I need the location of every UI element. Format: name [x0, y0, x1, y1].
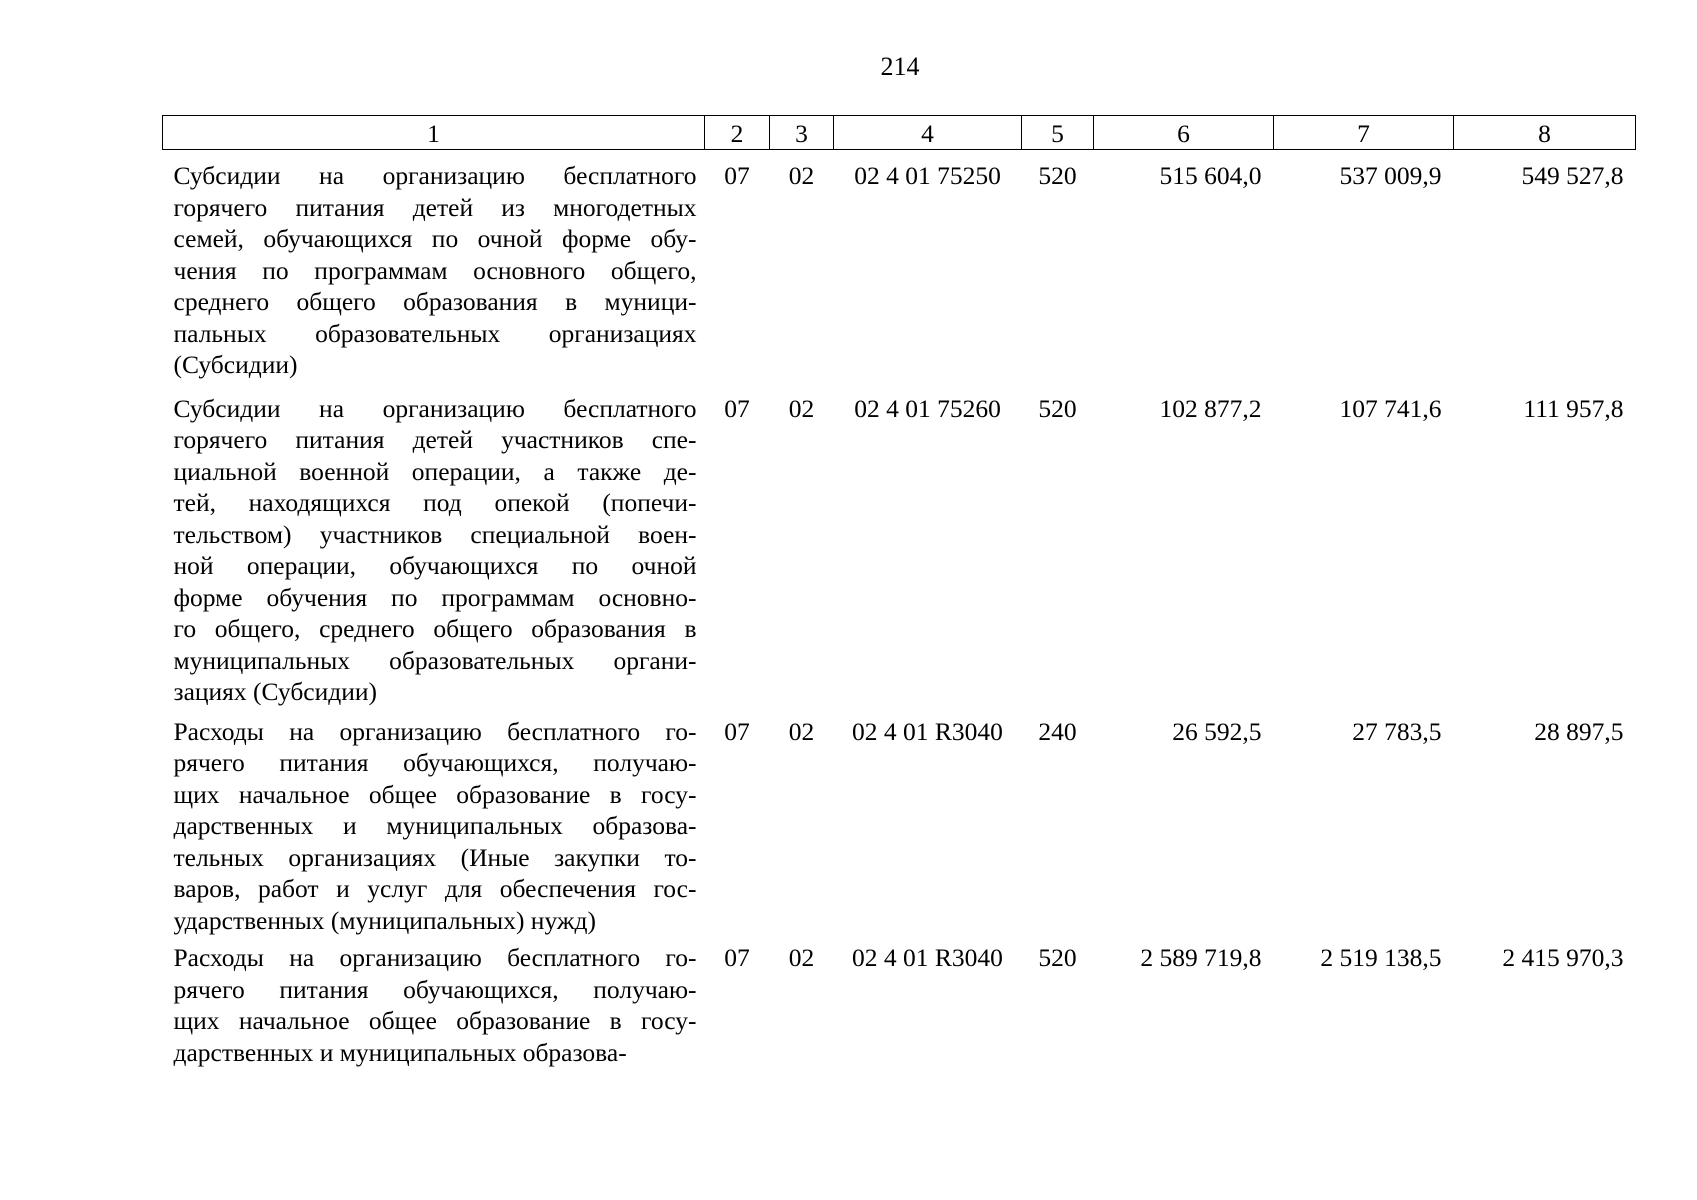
- amount-year-3: 2 415 970,3: [1502, 943, 1624, 972]
- amount-year-3: 111 957,8: [1523, 393, 1624, 423]
- description-line: горячего питания детей участников спе-: [173, 425, 697, 454]
- target-article-code: 02 4 01 75250: [854, 161, 1001, 190]
- description-line: Расходы на организацию бесплатного го-: [173, 943, 697, 972]
- table-row: [163, 708, 1636, 937]
- target-article-code: 02 4 01 R3040: [852, 716, 1003, 746]
- description-line: тельством) участников специальной воен-: [173, 519, 697, 549]
- column-header-4: 4: [834, 116, 1022, 150]
- description-line: муниципальных образовательных органи-: [173, 645, 697, 675]
- column-header-5: 5: [1022, 116, 1094, 150]
- description-line: (Субсидии): [173, 350, 298, 379]
- amount-year-1: 2 589 719,8: [1140, 943, 1262, 972]
- description-line: пальных образовательных организациях: [173, 318, 697, 348]
- target-article-code: 02 4 01 75260: [854, 393, 1001, 423]
- amount-year-2: 2 519 138,5: [1320, 943, 1442, 972]
- column-header-8: 8: [1454, 116, 1636, 150]
- amount-year-2: 107 741,6: [1339, 393, 1442, 423]
- column-header-3: 3: [770, 116, 834, 150]
- description-line: го общего, среднего общего образования в: [173, 614, 697, 643]
- expense-type-code: 520: [1038, 161, 1077, 190]
- description-line: тей, находящихся под опекой (попечи-: [173, 488, 697, 517]
- description-line: среднего общего образования в муници-: [173, 287, 697, 316]
- expense-type-code: 520: [1038, 393, 1077, 423]
- table-body: [163, 150, 1636, 1069]
- description-line: ной операции, обучающихся по очной: [173, 551, 697, 580]
- description-line: рячего питания обучающихся, получаю-: [173, 748, 697, 777]
- description-line: Субсидии на организацию бесплатного: [173, 393, 697, 423]
- amount-year-2: 27 783,5: [1352, 716, 1442, 746]
- row-description: [163, 708, 705, 937]
- description-line: форме обучения по программам основно-: [173, 582, 697, 612]
- header-row: [163, 116, 1636, 150]
- subsection-code: 02: [788, 161, 815, 190]
- row-description: [163, 150, 705, 381]
- row-description: [163, 381, 705, 708]
- description-line: семей, обучающихся по очной форме обу-: [173, 224, 697, 253]
- subsection-code: 02: [788, 393, 815, 423]
- table-row: [163, 936, 1636, 1068]
- column-header-6: 6: [1094, 116, 1274, 150]
- page-number: 214: [880, 52, 920, 81]
- description-line: щих начальное общее образование в госу-: [173, 1006, 697, 1035]
- column-header-7: 7: [1274, 116, 1454, 150]
- section-code: 07: [724, 943, 750, 972]
- description-line: чения по программам основного общего,: [173, 255, 697, 285]
- amount-year-1: 26 592,5: [1172, 716, 1262, 746]
- description-line: Расходы на организацию бесплатного го-: [173, 716, 697, 746]
- description-line: горячего питания детей из многодетных: [173, 192, 697, 222]
- section-code: 07: [724, 393, 750, 423]
- subsection-code: 02: [788, 943, 815, 972]
- description-line: циальной военной операции, а также де-: [173, 456, 697, 486]
- amount-year-3: 28 897,5: [1534, 716, 1624, 746]
- column-header-1: 1: [163, 116, 705, 150]
- expense-type-code: 520: [1038, 943, 1077, 972]
- description-line: дарственных и муниципальных образова-: [173, 1037, 627, 1067]
- description-line: варов, работ и услуг для обеспечения гос-: [173, 874, 697, 903]
- row-description: [163, 936, 705, 1068]
- target-article-code: 02 4 01 R3040: [852, 943, 1003, 972]
- section-code: 07: [724, 716, 750, 746]
- description-line: зациях (Субсидии): [173, 677, 378, 706]
- section-code: 07: [724, 161, 750, 190]
- amount-year-3: 549 527,8: [1521, 161, 1624, 190]
- description-line: рячего питания обучающихся, получаю-: [173, 974, 697, 1004]
- table-row: [163, 150, 1636, 381]
- subsection-code: 02: [788, 716, 815, 746]
- amount-year-2: 537 009,9: [1339, 161, 1442, 190]
- budget-table: [162, 115, 1636, 1068]
- description-line: ударственных (муниципальных) нужд): [173, 905, 596, 935]
- description-line: Субсидии на организацию бесплатного: [173, 161, 697, 190]
- description-line: тельных организациях (Иные закупки то-: [173, 842, 697, 872]
- table-row: [163, 381, 1636, 708]
- column-header-2: 2: [705, 116, 770, 150]
- expense-type-code: 240: [1038, 716, 1077, 746]
- amount-year-1: 102 877,2: [1159, 393, 1262, 423]
- description-line: щих начальное общее образование в госу-: [173, 779, 697, 809]
- description-line: дарственных и муниципальных образова-: [173, 811, 697, 840]
- amount-year-1: 515 604,0: [1159, 161, 1262, 190]
